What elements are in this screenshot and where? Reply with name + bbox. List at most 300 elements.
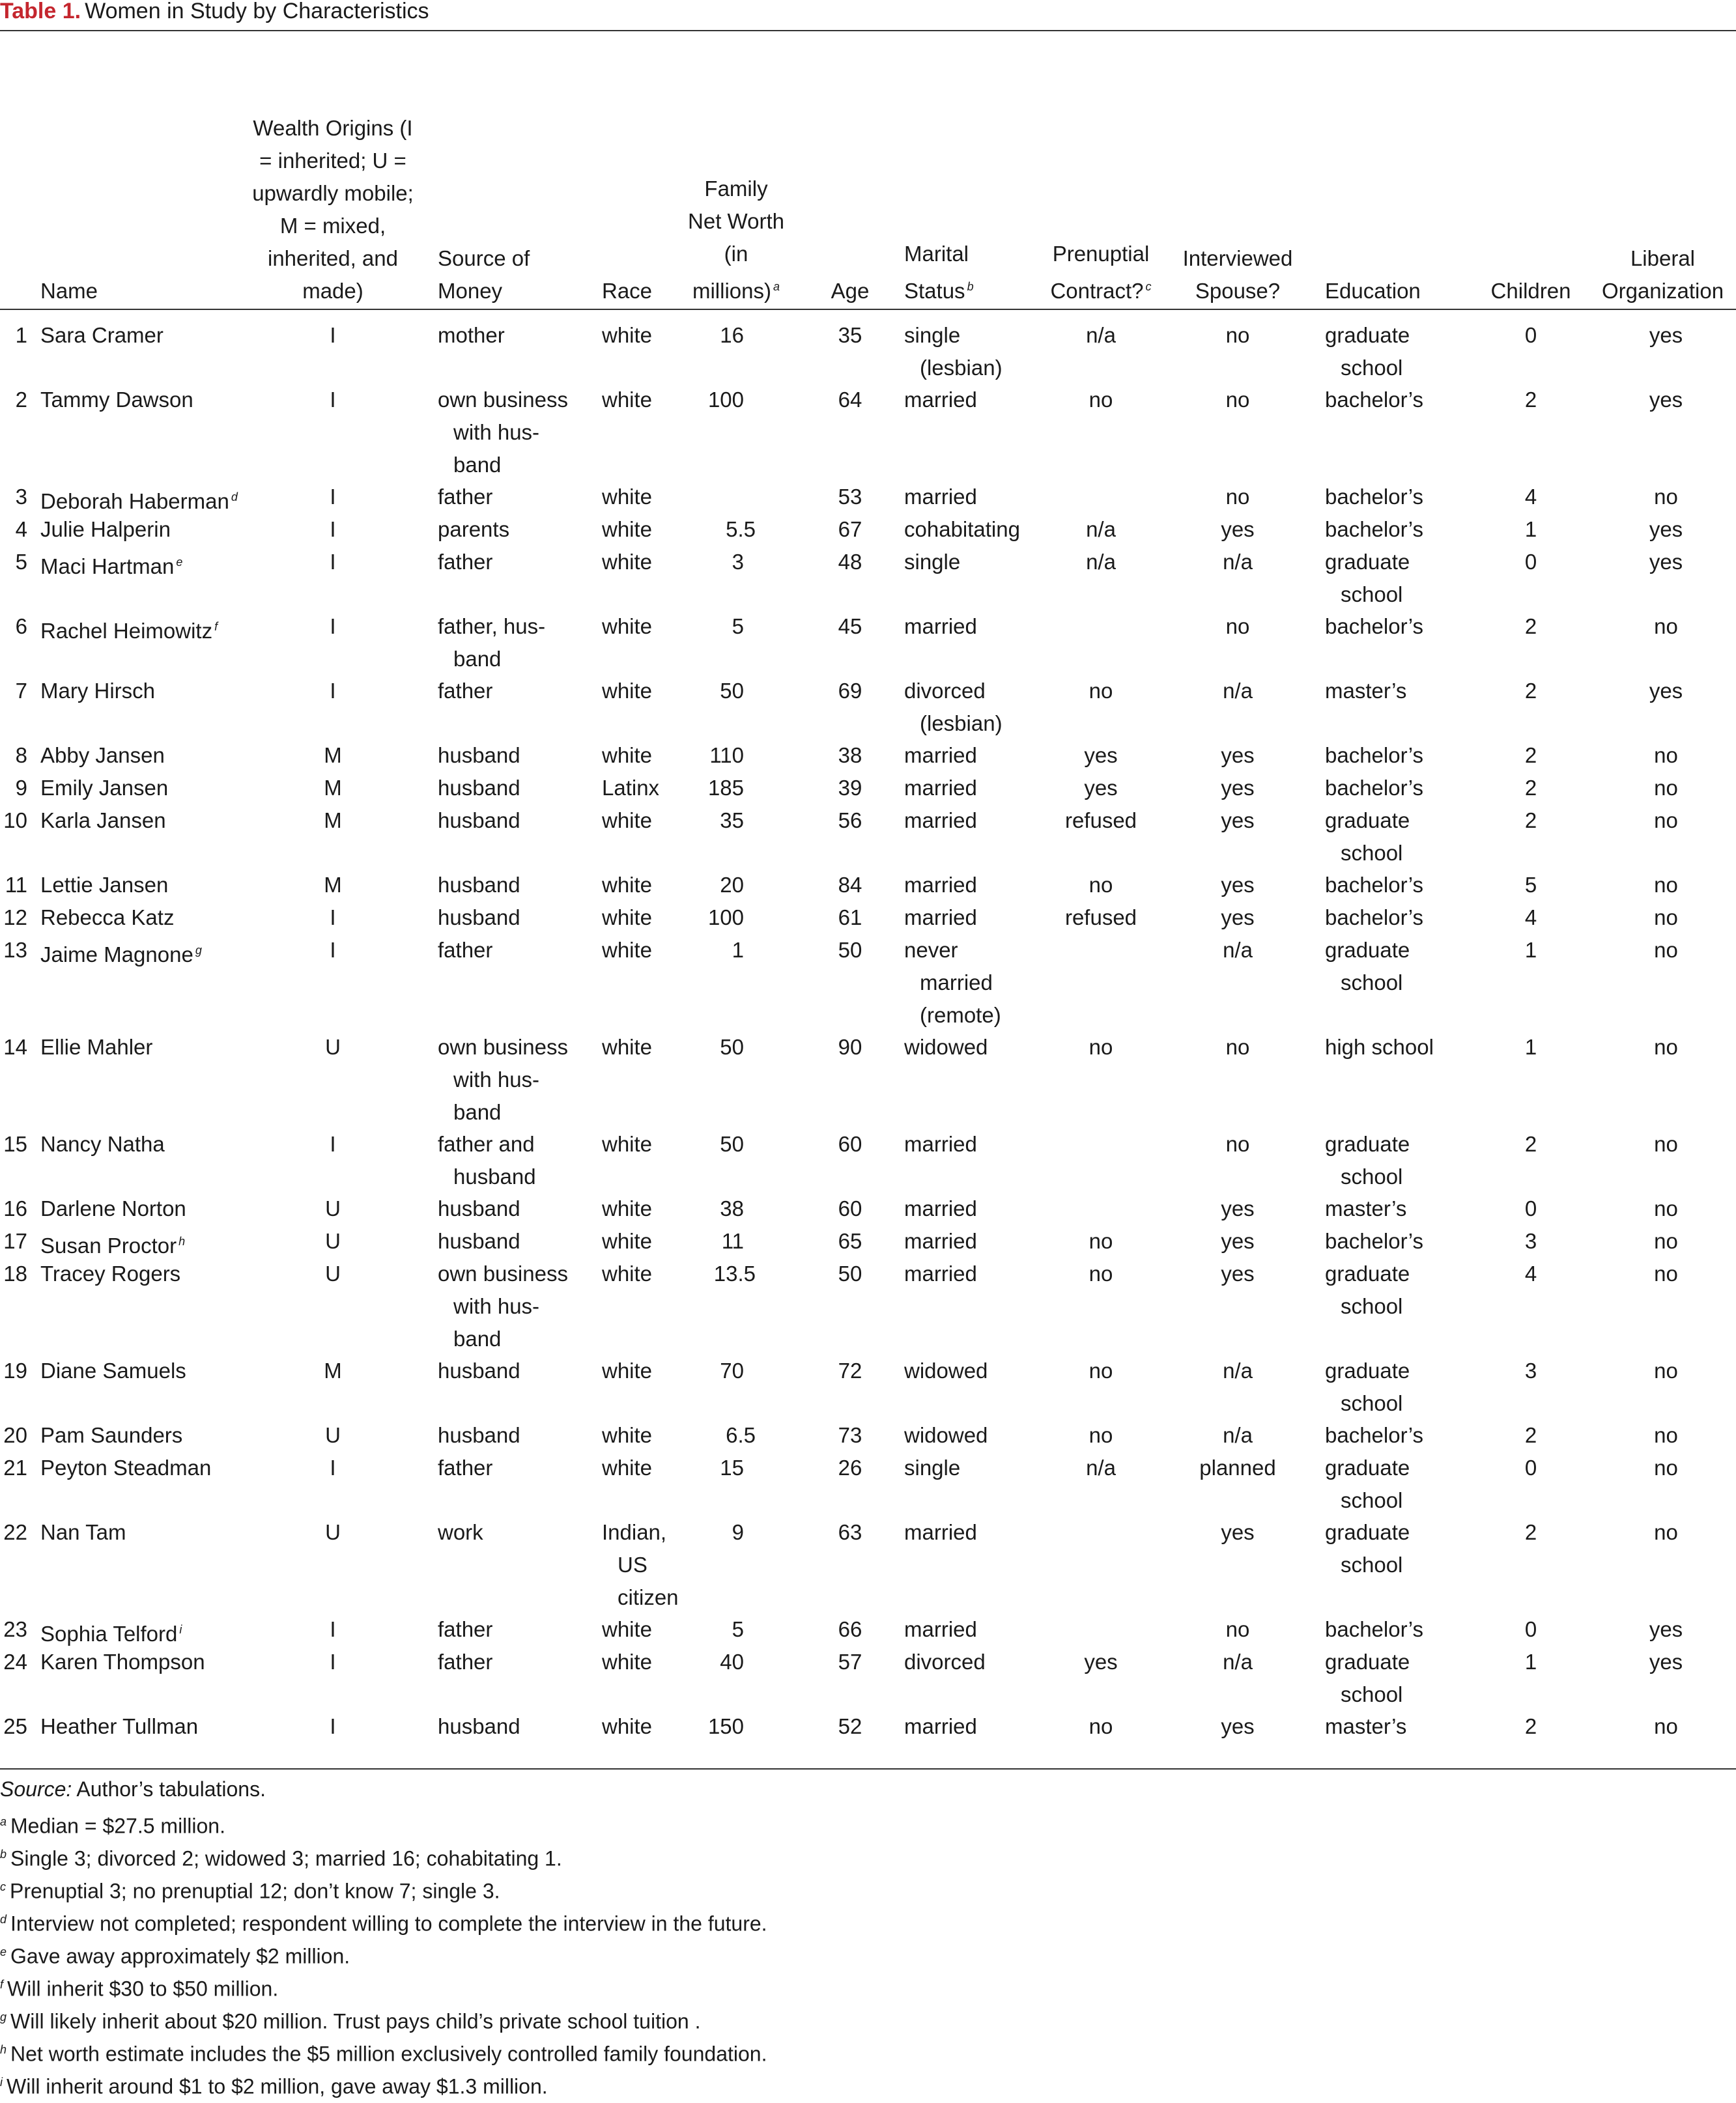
education-line: graduate [1325,1262,1410,1286]
interviewed-spouse-line: yes [1221,1714,1255,1738]
education [1325,934,1468,999]
race [602,384,687,416]
person-name [40,546,262,583]
wealth-origin [251,901,414,934]
row-number [0,384,27,416]
race-line: white [602,323,653,347]
race [602,739,687,772]
education [1325,610,1468,643]
wealth-origin-line: U [325,1520,341,1544]
net-worth-value: 100 [707,905,744,929]
person-name-line: Susan Proctor $^h$ [40,1234,186,1258]
liberal-organization-line: yes [1649,388,1683,412]
liberal-organization [1596,319,1736,352]
header-education-line: Education [1325,279,1421,303]
age [814,675,886,707]
footnote-text: Will inherit around $1 to $2 million, gave away $1.3 million. [7,2074,548,2098]
footnote-text: Will likely inherit about $20 million. Trust pays child’s private school tuition . [10,2009,701,2033]
interviewed-spouse-line: n/a [1223,938,1253,962]
children-count-line: 1 [1524,938,1537,962]
row-number [0,1710,27,1743]
header-age [814,275,886,307]
row-number-line: 19 [3,1359,27,1383]
net-worth-value: 50 [720,679,744,703]
prenup-contract [1042,1452,1160,1484]
net-worth-value: 6.5 [726,1423,756,1447]
row-number [0,1258,27,1290]
children-count [1466,319,1596,352]
marital-status [904,1419,1041,1452]
education-line: bachelor’s [1325,388,1424,412]
money-source-line: husband [438,1229,520,1253]
liberal-organization [1596,739,1736,772]
race-line: white [602,517,653,541]
money-source-line: father [438,938,493,962]
liberal-organization-line: yes [1649,679,1683,703]
liberal-organization [1596,804,1736,837]
person-name [40,804,262,837]
person-name [40,934,262,971]
header-liberal-org [1589,242,1736,307]
wealth-origin [251,1258,414,1290]
money-source [438,1258,588,1355]
row-number-line: 21 [3,1456,27,1480]
marital-status-line: single [904,1456,961,1480]
age [814,772,886,804]
row-number [0,1452,27,1484]
row-number [0,675,27,707]
row-number-line: 11 [5,873,27,897]
children-count-line: 2 [1524,743,1537,767]
prenup-contract-line: n/a [1086,550,1116,574]
header-net-worth-line: (in [724,242,748,266]
education [1325,1193,1468,1225]
person-name-line: Jaime Magnone $^g$ [40,942,202,967]
interviewed-spouse-line: no [1225,614,1250,638]
person-name [40,610,262,647]
source-note: Source: Author’s tabulations. [0,1777,266,1801]
prenup-contract [1042,804,1160,837]
education [1325,901,1468,934]
prenup-contract-line: no [1089,1229,1113,1253]
interviewed-spouse-line: n/a [1223,1423,1253,1447]
liberal-organization [1596,772,1736,804]
money-source [438,1031,588,1129]
person-name [40,1258,262,1290]
age-line: 48 [838,550,862,574]
prenup-contract-line: n/a [1086,517,1116,541]
wealth-origin-line: I [330,485,336,509]
row-number [0,1193,27,1225]
marital-status-line: never [904,938,958,962]
wealth-origin [251,934,414,967]
race-line: white [602,1132,653,1156]
interviewed-spouse [1173,869,1303,901]
money-source [438,546,588,578]
education-line: master’s [1325,679,1407,703]
wealth-origin-line: I [330,517,336,541]
wealth-origin [251,513,414,546]
education-line: school [1341,1391,1403,1415]
liberal-organization-line: no [1654,808,1678,832]
children-count-line: 3 [1524,1229,1537,1253]
prenup-contract [1042,1258,1160,1290]
interviewed-spouse-line: yes [1221,873,1255,897]
person-name-line: Ellie Mahler [40,1035,153,1059]
liberal-organization-line: no [1654,938,1678,962]
education [1325,739,1468,772]
money-source [438,610,588,675]
money-source [438,739,588,772]
children-count [1466,934,1596,967]
race-line: white [602,1262,653,1286]
children-count [1466,675,1596,707]
row-number-line: 4 [15,517,27,541]
prenup-contract [1042,1031,1160,1064]
header-education [1325,275,1455,307]
footnote-mark: h [0,2043,7,2056]
children-count [1466,1710,1596,1743]
person-name [40,384,262,416]
liberal-organization-line: no [1654,614,1678,638]
money-source-line: own business [438,388,568,412]
children-count-line: 5 [1524,873,1537,897]
row-number-line: 17 [3,1229,27,1253]
header-source [438,242,568,307]
row-number [0,319,27,352]
marital-status-line: divorced [904,679,986,703]
liberal-organization [1596,1646,1736,1678]
footnote-mark: c [1145,280,1152,293]
prenup-contract [1042,869,1160,901]
footnote-mark: a [773,280,780,293]
money-source-line: father [438,485,493,509]
age [814,384,886,416]
liberal-organization [1596,481,1736,513]
money-source-line: husband [438,1359,520,1383]
prenup-contract [1042,1710,1160,1743]
top-rule [0,30,1736,31]
person-name [40,1419,262,1452]
person-name [40,1613,262,1650]
interviewed-spouse [1173,739,1303,772]
marital-status [904,1516,1041,1549]
marital-status-line: married [904,1229,977,1253]
wealth-origin-line: U [325,1196,341,1221]
age-line: 65 [838,1229,862,1253]
liberal-organization-line: no [1654,1035,1678,1059]
race-line: white [602,1229,653,1253]
interviewed-spouse-line: n/a [1223,550,1253,574]
person-name [40,1516,262,1549]
net-worth-value: 13.5 [713,1262,756,1286]
education [1325,869,1468,901]
children-count [1466,804,1596,837]
race [602,1355,687,1387]
net-worth-value: 1 [732,938,744,962]
race-line: citizen [618,1585,679,1609]
row-number [0,772,27,804]
education-line: bachelor’s [1325,1617,1424,1641]
money-source-line: father [438,1617,493,1641]
education [1325,513,1468,546]
person-name-line: Diane Samuels [40,1359,186,1383]
race [602,1031,687,1064]
wealth-origin [251,1031,414,1064]
marital-status-line: married [904,1520,977,1544]
money-source [438,1646,588,1678]
money-source [438,513,588,546]
race [602,869,687,901]
money-source-line: father [438,679,493,703]
prenup-contract-line: no [1089,679,1113,703]
prenup-contract-line: no [1089,1714,1113,1738]
liberal-organization [1596,1419,1736,1452]
person-name [40,513,262,546]
header-name-line: Name [40,279,98,303]
money-source-line: work [438,1520,483,1544]
row-number-line: 25 [3,1714,27,1738]
money-source [438,1516,588,1549]
header-children-line: Children [1490,279,1571,303]
money-source [438,1355,588,1387]
net-worth-value: 40 [720,1650,744,1674]
education [1325,1646,1468,1711]
header-net-worth [671,173,801,307]
age [814,901,886,934]
education-line: school [1341,1488,1403,1512]
money-source [438,901,588,934]
children-count [1466,1225,1596,1258]
interviewed-spouse [1173,481,1303,513]
marital-status [904,1193,1041,1225]
marital-status-line: married [904,388,977,412]
table-notes [0,1773,1720,2098]
race [602,546,687,578]
race [602,804,687,837]
prenup-contract-line: no [1089,1359,1113,1383]
marital-status [904,546,1041,578]
row-number [0,1516,27,1549]
race [602,1258,687,1290]
race [602,772,687,804]
net-worth-value: 20 [720,873,744,897]
age-line: 50 [838,938,862,962]
marital-status [904,384,1041,416]
header-source-line: Source of [438,246,530,270]
net-worth-value: 5.5 [726,517,756,541]
header-children [1466,275,1596,307]
liberal-organization-line: no [1654,1423,1678,1447]
wealth-origin-line: I [330,905,336,929]
education-line: graduate [1325,323,1410,347]
wealth-origin-line: U [325,1035,341,1059]
race [602,1128,687,1161]
race-line: white [602,938,653,962]
marital-status [904,934,1041,1032]
wealth-origin [251,739,414,772]
children-count-line: 3 [1524,1359,1537,1383]
net-worth-value: 50 [720,1035,744,1059]
prenup-contract-line: refused [1064,905,1137,929]
wealth-origin-line: M [324,1359,342,1383]
interviewed-spouse-line: yes [1221,1520,1255,1544]
interviewed-spouse-line: yes [1221,1196,1255,1221]
footnote-mark: b [967,280,974,293]
education-line: graduate [1325,938,1410,962]
education-line: graduate [1325,550,1410,574]
interviewed-spouse-line: no [1225,323,1250,347]
race [602,675,687,707]
person-name-line: Heather Tullman [40,1714,199,1738]
prenup-contract-line: yes [1084,743,1118,767]
row-number-line: 6 [15,614,27,638]
wealth-origin-line: M [324,808,342,832]
children-count-line: 1 [1524,1650,1537,1674]
education [1325,1452,1468,1517]
liberal-organization [1596,1355,1736,1387]
footnote [0,1968,1720,2001]
age-line: 38 [838,743,862,767]
children-count [1466,772,1596,804]
age-line: 26 [838,1456,862,1480]
liberal-organization [1596,1258,1736,1290]
net-worth-value: 3 [732,550,744,574]
race-line: white [602,550,653,574]
money-source [438,1613,588,1646]
person-name [40,772,262,804]
race-line: white [602,1196,653,1221]
race-line: Indian, [602,1520,667,1544]
person-name [40,1128,262,1161]
age-line: 67 [838,517,862,541]
interviewed-spouse [1173,675,1303,707]
footnote [0,2033,1720,2066]
interviewed-spouse [1173,1516,1303,1549]
wealth-origin [251,546,414,578]
interviewed-spouse [1173,772,1303,804]
marital-status [904,772,1041,804]
liberal-organization [1596,1031,1736,1064]
money-source-line: husband [438,1423,520,1447]
children-count-line: 0 [1524,1196,1537,1221]
marital-status [904,1646,1041,1678]
header-rule [0,309,1736,310]
footnote-text: Gave away approximately $2 million. [10,1944,350,1968]
marital-status [904,1031,1041,1064]
wealth-origin-line: I [330,614,336,638]
marital-status [904,901,1041,934]
header-race-line: Race [602,279,653,303]
education-line: master’s [1325,1714,1407,1738]
education-line: bachelor’s [1325,517,1424,541]
race-line: white [602,1359,653,1383]
header-spouse-line: Spouse? [1195,279,1281,303]
interviewed-spouse [1173,1646,1303,1678]
age-line: 84 [838,873,862,897]
marital-status [904,1128,1041,1161]
children-count [1466,739,1596,772]
header-spouse-line: Interviewed [1182,246,1293,270]
money-source-line: band [453,647,502,671]
wealth-origin [251,1613,414,1646]
race-line: white [602,1650,653,1674]
money-source-line: husband [453,1164,536,1189]
education [1325,1258,1468,1323]
education [1325,1419,1468,1452]
header-marital-status-line: Status $^b$ [904,279,974,303]
liberal-organization [1596,901,1736,934]
prenup-contract-line: yes [1084,776,1118,800]
prenup-contract [1042,546,1160,578]
interviewed-spouse-line: n/a [1223,1359,1253,1383]
age-line: 66 [838,1617,862,1641]
age-line: 60 [838,1132,862,1156]
person-name-line: Emily Jansen [40,776,169,800]
row-number [0,1646,27,1678]
education [1325,1355,1468,1420]
person-name-line: Nan Tam [40,1520,126,1544]
wealth-origin-line: I [330,1132,336,1156]
net-worth-value: 16 [720,323,744,347]
age-line: 64 [838,388,862,412]
marital-status-line: married [920,970,993,995]
person-name-line: Abby Jansen [40,743,165,767]
wealth-origin-line: I [330,388,336,412]
table-title: Women in Study by Characteristics [85,0,429,23]
marital-status-line: single [904,550,961,574]
interviewed-spouse [1173,546,1303,578]
children-count-line: 0 [1524,550,1537,574]
race-line: white [602,485,653,509]
age-line: 57 [838,1650,862,1674]
education [1325,1031,1468,1064]
footnote-mark: i [179,1623,182,1636]
education [1325,1516,1468,1581]
marital-status [904,481,1041,513]
age [814,1031,886,1064]
interviewed-spouse [1173,1225,1303,1258]
person-name [40,1710,262,1743]
children-count [1466,1193,1596,1225]
wealth-origin [251,1193,414,1225]
person-name-line: Darlene Norton [40,1196,186,1221]
prenup-contract-line: no [1089,1262,1113,1286]
marital-status [904,1355,1041,1387]
person-name-line: Rachel Heimowitz $^f$ [40,619,218,643]
education [1325,481,1468,513]
prenup-contract [1042,1419,1160,1452]
footnote-mark: a [0,1815,7,1828]
liberal-organization-line: no [1654,1229,1678,1253]
footnote-mark: g [0,2011,7,2024]
age-line: 53 [838,485,862,509]
liberal-organization-line: yes [1649,550,1683,574]
education [1325,804,1468,869]
children-count-line: 2 [1524,679,1537,703]
children-count [1466,1646,1596,1678]
marital-status [904,869,1041,901]
net-worth-value: 35 [720,808,744,832]
money-source [438,1128,588,1193]
person-name [40,1646,262,1678]
age [814,869,886,901]
age [814,1452,886,1484]
footnote [0,1936,1720,1968]
prenup-contract [1042,1225,1160,1258]
header-net-worth-line: Net Worth [688,209,784,233]
interviewed-spouse-line: yes [1221,808,1255,832]
